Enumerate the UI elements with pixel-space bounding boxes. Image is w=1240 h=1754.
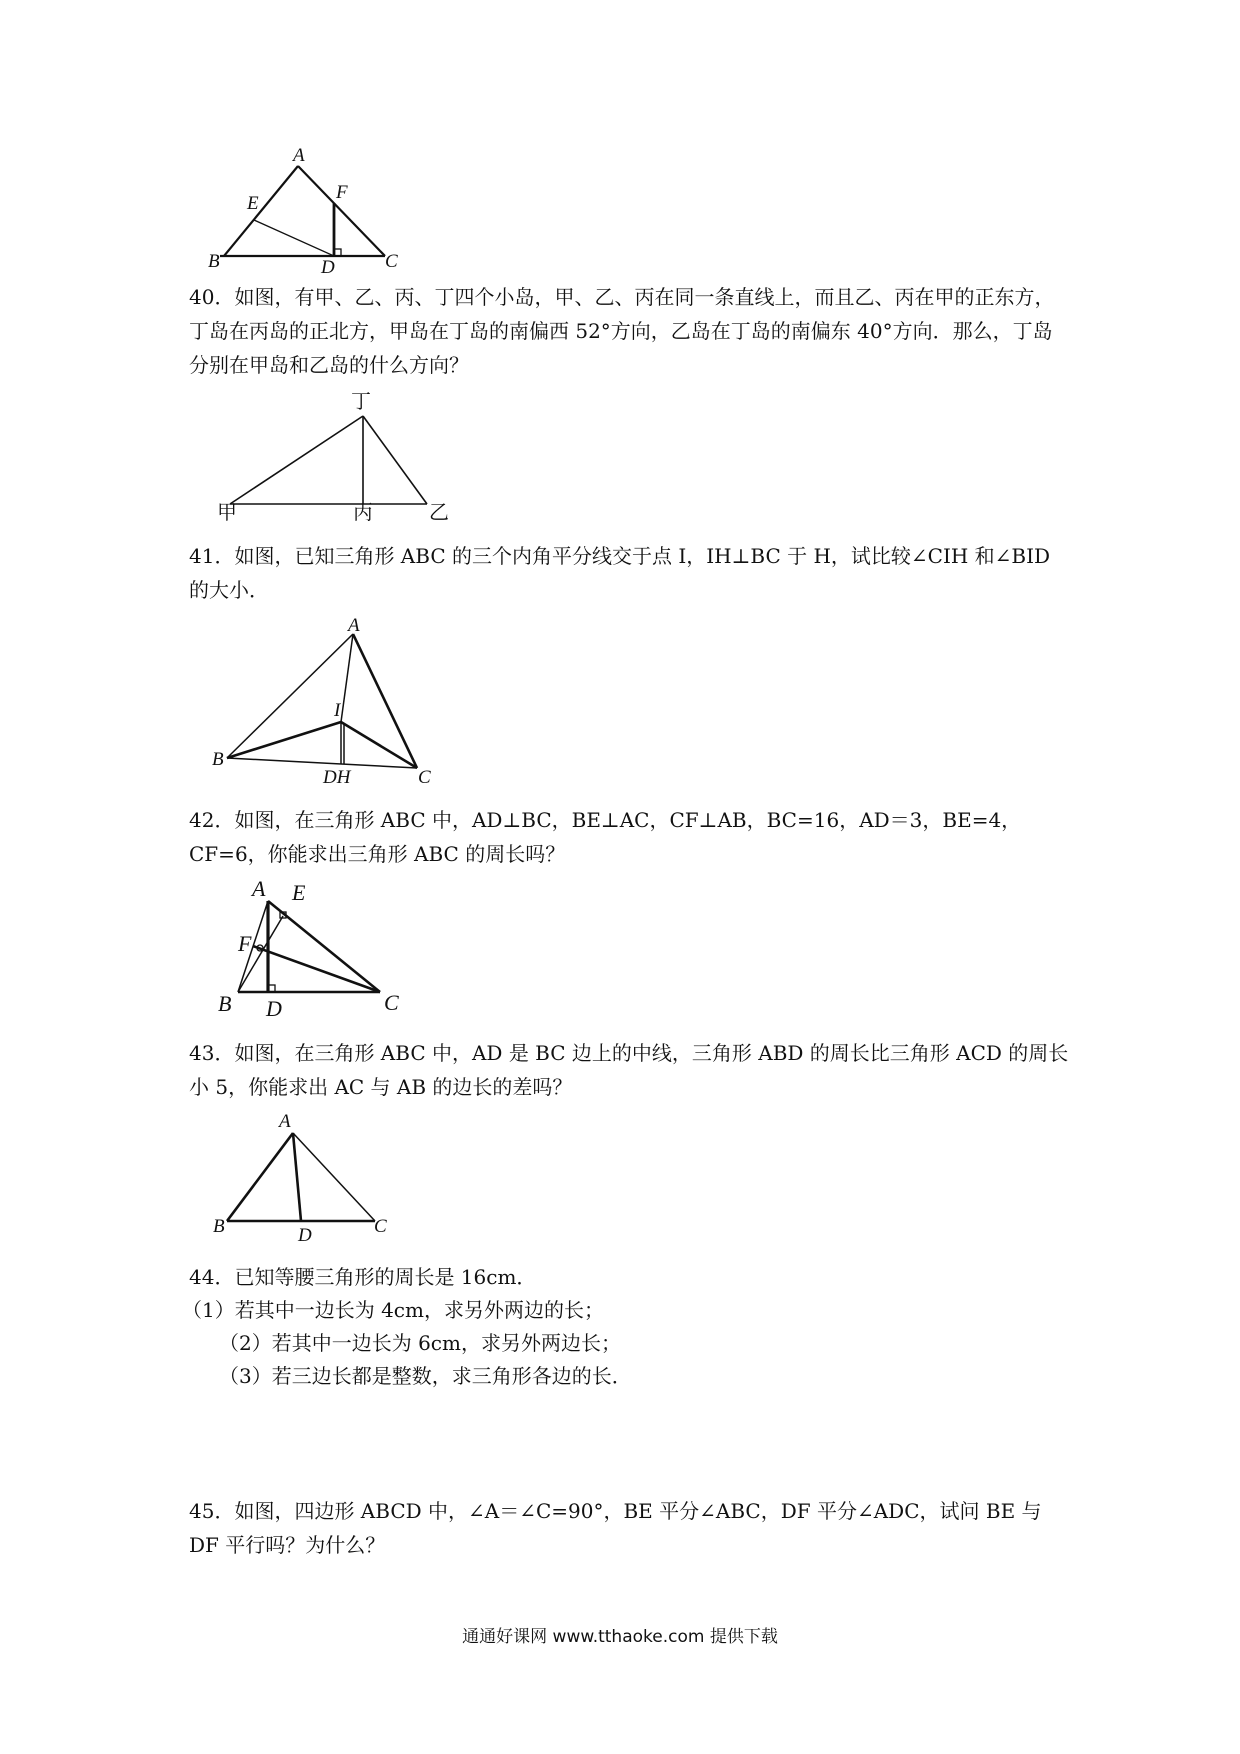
label-a: A	[252, 876, 266, 901]
problem-45: 45．如图，四边形 ABCD 中，∠A＝∠C=90°，BE 平分∠ABC，DF 平分∠ADC，试问 BE 与 DF 平行吗？为什么？	[189, 1499, 1042, 1557]
label-b: B	[212, 749, 224, 770]
problem-44-part-2: （2）若其中一边长为 6cm，求另外两边长；	[219, 1331, 621, 1355]
figure-triangle-abc-def	[208, 145, 410, 278]
label-bing: 丙	[353, 500, 373, 524]
label-dh: DH	[323, 767, 351, 788]
figure-altitudes	[210, 876, 410, 1021]
label-d: D	[321, 257, 335, 278]
label-b: B	[213, 1216, 225, 1237]
label-yi: 乙	[429, 500, 449, 524]
figure-islands	[215, 388, 475, 528]
label-f: F	[238, 931, 252, 956]
figure-39-svg	[208, 145, 410, 278]
label-a: A	[293, 145, 305, 166]
figure-40-svg	[215, 388, 475, 528]
problem-41: 41．如图，已知三角形 ABC 的三个内角平分线交于点 I，IH⊥BC 于 H，试比较∠CIH 和∠BID 的大小．	[189, 544, 1051, 602]
page-footer: 通通好课网 www.tthaoke.com 提供下载	[462, 1627, 778, 1647]
problem-43: 43．如图，在三角形 ABC 中，AD 是 BC 边上的中线，三角形 ABD 的周长比三角形 ACD 的周长小 5，你能求出 AC 与 AB 的边长的差吗？	[189, 1041, 1069, 1099]
problem-44: 44．已知等腰三角形的周长是 16cm．	[189, 1265, 537, 1289]
label-b: B	[218, 991, 232, 1016]
figure-43-svg	[210, 1110, 410, 1245]
problem-44-part-3: （3）若三边长都是整数，求三角形各边的长．	[219, 1364, 632, 1388]
problem-40: 40．如图，有甲、乙、丙、丁四个小岛，甲、乙、丙在同一条直线上，而且乙、丙在甲的正东方，丁岛在丙岛的正北方，甲岛在丁岛的南偏西 52°方向，乙岛在丁岛的南偏东 40°方向．那么，丁岛分别在甲岛和乙岛的什么方向？	[189, 285, 1055, 377]
figure-median	[210, 1110, 410, 1245]
label-a: A	[348, 615, 360, 636]
label-c: C	[384, 990, 399, 1015]
label-c: C	[374, 1216, 387, 1237]
label-c: C	[385, 251, 398, 272]
label-jia: 甲	[217, 500, 237, 524]
label-a: A	[279, 1111, 291, 1132]
label-i: I	[334, 700, 341, 721]
figure-incenter	[210, 615, 450, 790]
label-ding: 丁	[351, 389, 371, 413]
label-d: D	[266, 996, 282, 1021]
label-c: C	[418, 767, 431, 788]
figure-41-svg	[210, 615, 450, 790]
label-b: B	[208, 251, 220, 272]
problem-44-part-1: （1）若其中一边长为 4cm，求另外两边的长；	[182, 1298, 604, 1322]
figure-42-svg	[210, 876, 410, 1021]
label-d: D	[298, 1225, 312, 1246]
problem-42: 42．如图，在三角形 ABC 中，AD⊥BC，BE⊥AC，CF⊥AB，BC=16，AD＝3，BE=4，CF=6，你能求出三角形 ABC 的周长吗？	[189, 808, 1022, 866]
label-e: E	[247, 193, 259, 214]
label-e: E	[292, 880, 306, 905]
label-f: F	[336, 182, 348, 203]
